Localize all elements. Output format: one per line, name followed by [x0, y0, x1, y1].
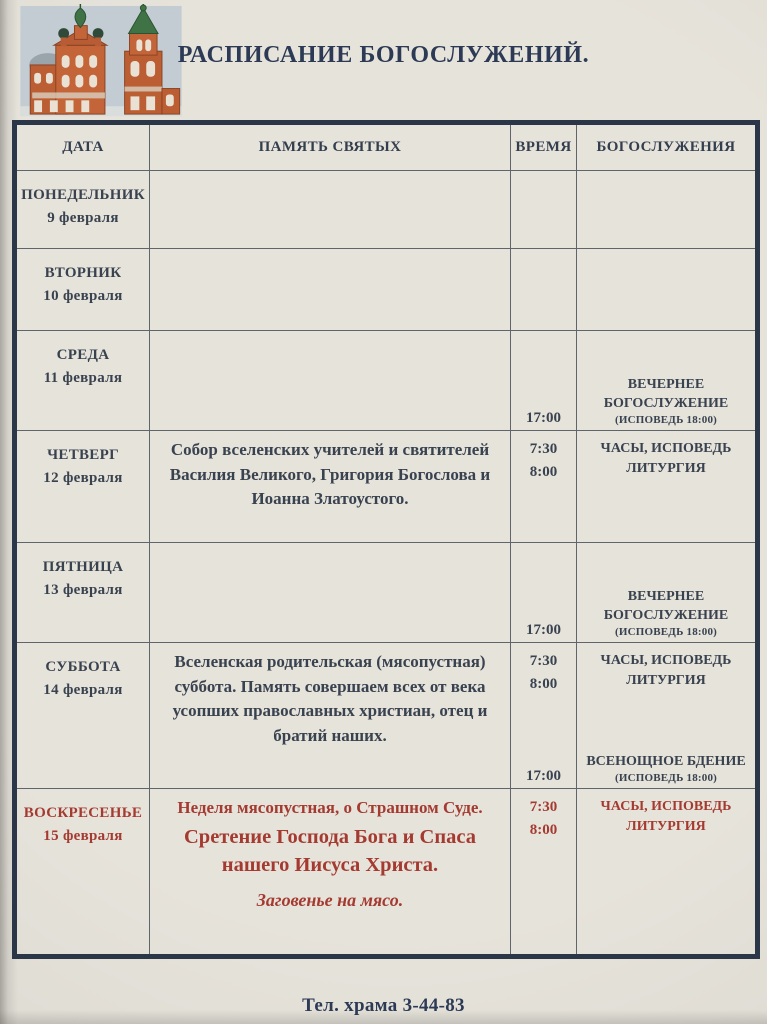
date-label: 15 февраля: [43, 828, 123, 845]
evening-time: 17:00: [526, 622, 561, 638]
date-cell: [15, 171, 150, 249]
date-label: 12 февраля: [43, 470, 123, 487]
table-row-sunday: [15, 789, 758, 957]
date-cell: [15, 789, 150, 957]
memory-text: Собор вселенских учителей и святителей Василия Великого, Григория Богослова и Иоанна Златоустого.: [169, 440, 491, 509]
schedule-table-wrap: [12, 120, 760, 959]
time-cell: [511, 643, 577, 789]
date-cell: [15, 643, 150, 789]
services-cell: [577, 331, 758, 431]
morning-service: ЧАСЫ, ИСПОВЕДЬ ЛИТУРГИЯ: [600, 799, 732, 834]
memory-cell: [150, 543, 511, 643]
memory-cell: [150, 171, 511, 249]
morning-time-2: 8:00: [529, 675, 558, 692]
table-row-saturday: [15, 643, 758, 789]
morning-time-1: 7:30: [529, 441, 558, 457]
services-cell: [577, 431, 758, 543]
day-label: ЧЕТВЕРГ: [47, 447, 119, 463]
morning-time-2: 8:00: [529, 821, 558, 838]
evening-time: 17:00: [526, 410, 561, 426]
date-label: 14 февраля: [43, 682, 123, 699]
table-row-wednesday: [15, 331, 758, 431]
day-label: ВТОРНИК: [44, 265, 122, 281]
date-label: 10 февраля: [43, 288, 123, 305]
date-label: 9 февраля: [47, 210, 119, 227]
memory-text: Вселенская родительская (мясопустная) суббота. Память совершаем всех от века усопших православных христиан, отец и братий наших.: [172, 652, 488, 745]
date-cell: [15, 431, 150, 543]
time-cell: [511, 789, 577, 957]
date-label: 11 февраля: [43, 370, 123, 387]
services-cell: [577, 789, 758, 957]
col-header-memory: ПАМЯТЬ СВЯТЫХ: [150, 123, 511, 171]
evening-service-note: (ИСПОВЕДЬ 18:00): [614, 413, 718, 426]
day-label: СУББОТА: [45, 659, 121, 675]
table-row-monday: [15, 171, 758, 249]
time-cell: [511, 431, 577, 543]
header-row: [15, 123, 758, 171]
col-header-date: ДАТА: [15, 123, 150, 171]
services-cell: [577, 643, 758, 789]
memory-line-3: Заговенье на мясо.: [256, 890, 404, 911]
memory-cell: [150, 789, 511, 957]
evening-service: ВЕЧЕРНЕЕ БОГОСЛУЖЕНИЕ: [603, 589, 729, 623]
time-cell: [511, 331, 577, 431]
date-cell: [15, 249, 150, 331]
date-cell: [15, 331, 150, 431]
table-row-thursday: [15, 431, 758, 543]
day-label: СРЕДА: [56, 347, 110, 363]
time-cell: [511, 171, 577, 249]
morning-time-1: 7:30: [529, 799, 558, 815]
church-phone: Тел. храма 3-44-83: [302, 995, 465, 1016]
col-header-services: БОГОСЛУЖЕНИЯ: [577, 123, 758, 171]
memory-line-1: Неделя мясопустная, о Страшном Суде.: [177, 798, 483, 817]
day-label: ВОСКРЕСЕНЬЕ: [23, 805, 143, 821]
morning-service: ЧАСЫ, ИСПОВЕДЬ ЛИТУРГИЯ: [600, 441, 732, 476]
services-cell: [577, 171, 758, 249]
schedule-table: [12, 120, 760, 959]
date-label: 13 февраля: [43, 582, 123, 599]
day-label: ПОНЕДЕЛЬНИК: [21, 187, 145, 203]
memory-cell: [150, 643, 511, 789]
memory-line-2: Сретение Господа Бога и Спаса нашего Иисуса Христа.: [183, 825, 476, 877]
evening-service: ВЕЧЕРНЕЕ БОГОСЛУЖЕНИЕ: [603, 377, 729, 411]
morning-time-2: 8:00: [529, 463, 558, 480]
services-cell: [577, 543, 758, 643]
time-cell: [511, 249, 577, 331]
memory-cell: [150, 249, 511, 331]
time-cell: [511, 543, 577, 643]
morning-service: ЧАСЫ, ИСПОВЕДЬ ЛИТУРГИЯ: [600, 653, 732, 688]
evening-service-note: (ИСПОВЕДЬ 18:00): [614, 625, 718, 638]
morning-time-1: 7:30: [529, 653, 558, 669]
day-label: ПЯТНИЦА: [42, 559, 124, 575]
services-cell: [577, 249, 758, 331]
table-row-tuesday: [15, 249, 758, 331]
date-cell: [15, 543, 150, 643]
memory-cell: [150, 431, 511, 543]
evening-time: 17:00: [526, 768, 561, 784]
page-title: РАСПИСАНИЕ БОГОСЛУЖЕНИЙ.: [177, 42, 590, 68]
evening-service: ВСЕНОЩНОЕ БДЕНИЕ: [586, 753, 746, 769]
col-header-time: ВРЕМЯ: [511, 123, 577, 171]
table-row-friday: [15, 543, 758, 643]
memory-cell: [150, 331, 511, 431]
evening-service-note: (ИСПОВЕДЬ 18:00): [614, 771, 718, 784]
